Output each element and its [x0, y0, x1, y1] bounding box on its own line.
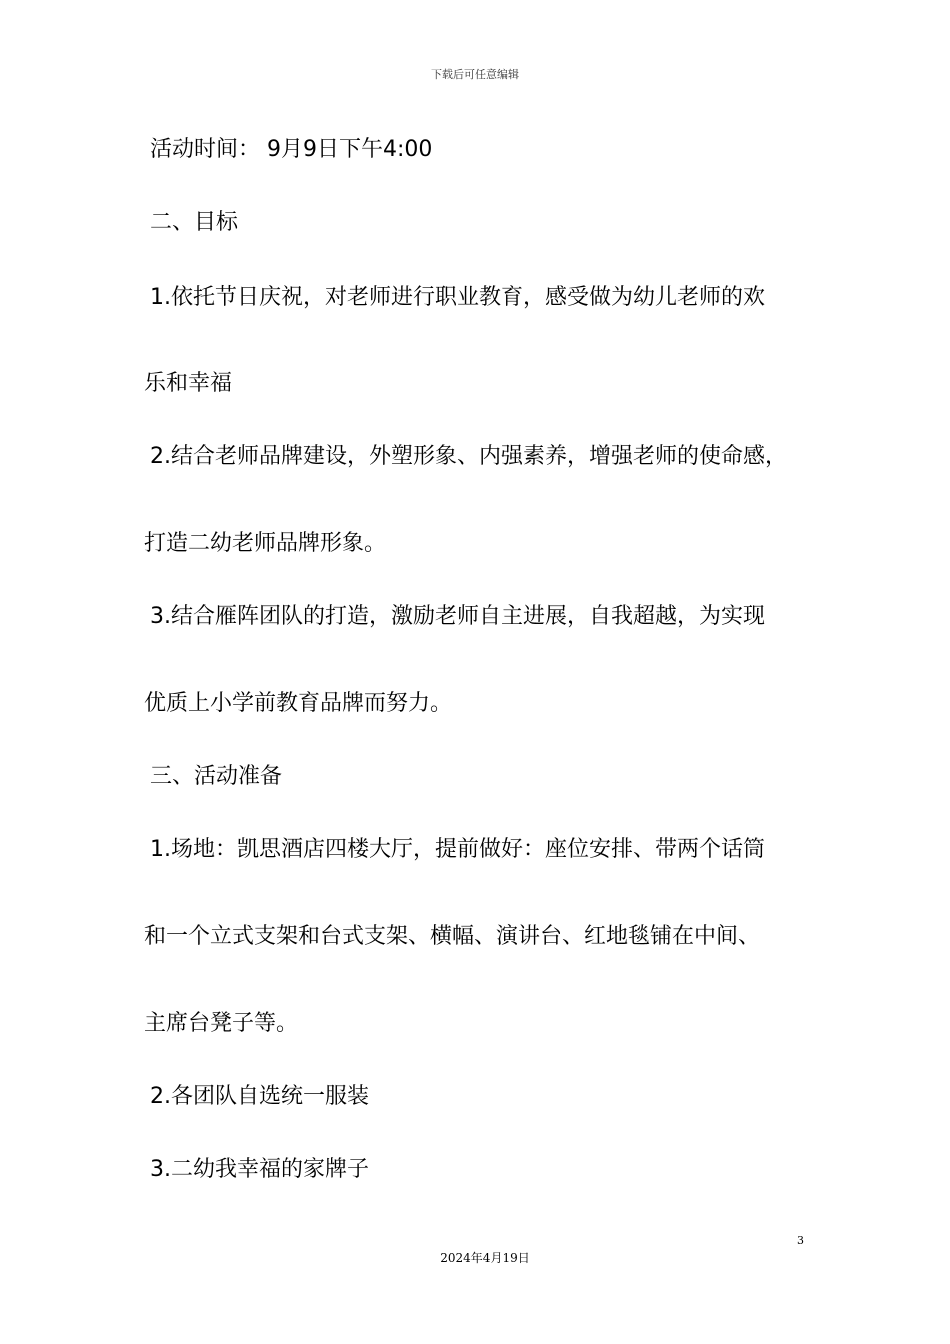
- prep-1-line-1: 1.场地：凯思酒店四楼大厅，提前做好：座位安排、带两个话筒: [150, 837, 765, 862]
- section-heading-preparation: 三、活动准备: [150, 764, 283, 789]
- section-heading-goals: 二、目标: [150, 210, 239, 235]
- prep-2-line: 2.各团队自选统一服装: [150, 1084, 369, 1109]
- goal-2-line-1: 2.结合老师品牌建设，外塑形象、内强素养，增强老师的使命感，: [150, 444, 787, 469]
- prep-3-line: 3.二幼我幸福的家牌子: [150, 1157, 369, 1182]
- goal-2-line-2: 打造二幼老师品牌形象。: [144, 531, 387, 556]
- goal-1-line-2: 乐和幸福: [144, 371, 233, 396]
- goal-3-line-2: 优质上小学前教育品牌而努力。: [144, 691, 453, 716]
- prep-1-line-2: 和一个立式支架和台式支架、横幅、演讲台、红地毯铺在中间、: [144, 924, 761, 949]
- footer-date: 2024年4月19日: [440, 1251, 530, 1265]
- goal-1-line-1: 1.依托节日庆祝，对老师进行职业教育，感受做为幼儿老师的欢: [150, 285, 765, 310]
- page-number: 3: [797, 1234, 804, 1247]
- activity-time-line: 活动时间： 9月9日下午4:00: [150, 137, 433, 162]
- goal-3-line-1: 3.结合雁阵团队的打造，激励老师自主进展，自我超越，为实现: [150, 604, 765, 629]
- page-header: 下载后可任意编辑: [431, 68, 519, 81]
- prep-1-line-3: 主席台凳子等。: [144, 1011, 299, 1036]
